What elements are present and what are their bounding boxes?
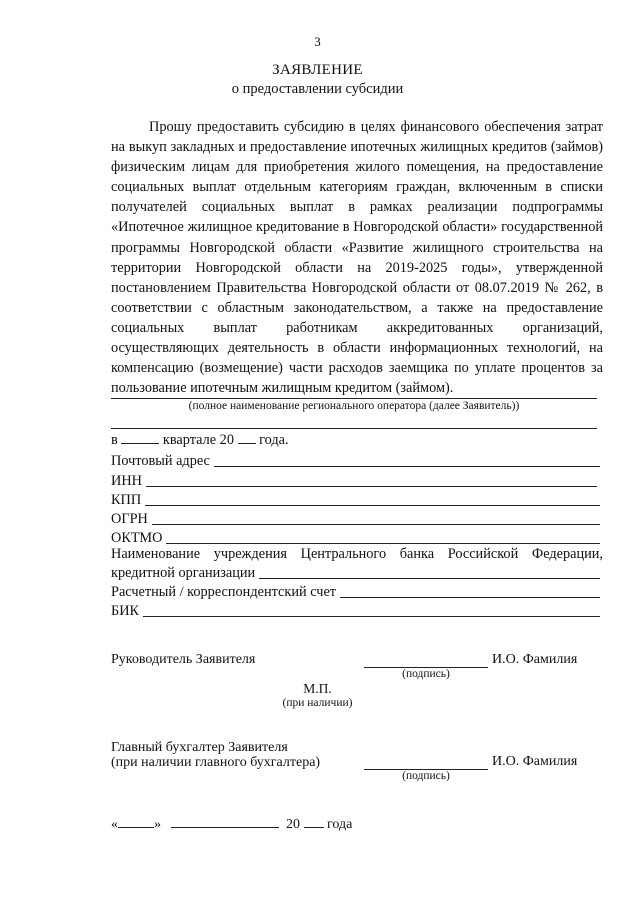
quarter-line <box>111 432 289 449</box>
page-subtitle: о предоставлении субсидии <box>231 81 404 97</box>
date-year-prefix: 20 <box>286 817 300 832</box>
postal-address-label: Почтовый адрес <box>111 453 210 469</box>
stamp-note: (при наличии) <box>282 697 353 709</box>
date-day-blank[interactable] <box>118 827 154 828</box>
date-year-blank[interactable] <box>304 827 324 828</box>
oktmo-field[interactable] <box>111 527 600 547</box>
date-close-quote: » <box>154 817 161 832</box>
inn-field[interactable] <box>111 470 597 490</box>
date-open-quote: « <box>111 817 118 832</box>
stamp-label: М.П. <box>303 681 332 696</box>
page-title: ЗАЯВЛЕНИЕ <box>272 62 363 78</box>
bik-field[interactable] <box>111 600 600 620</box>
applicant-name-line[interactable] <box>111 398 597 399</box>
applicant-name-line-2[interactable] <box>111 428 597 429</box>
accountant-sign-caption: (подпись) <box>402 770 450 782</box>
credit-org-field[interactable] <box>111 562 600 582</box>
accountant-role: Главный бухгалтер Заявителя <box>111 740 288 755</box>
kpp-label: КПП <box>111 492 142 508</box>
quarter-suffix: года. <box>259 432 289 448</box>
application-body: Прошу предоставить субсидию в целях финансового обеспечения затрат на выкуп закладных и предоставление ипотечных жилищных кредитов (займов) физическим лицам для приобретения жилого помещения, на предоставление социальных выплат отдельным категориям граждан, включенным в списки получателей социальных выплат в рамках реализации подпрограммы «Ипотечное жилищное кредитование в Новгородской области» государственной программы Новгородской области «Развитие жилищного строительства на территории Новгородской области на 2019-2025 годы», утвержденной постановлением Правительства Новгородской области от 08.07.2019 № 262, в соответствии с областным законодательством, а также на предоставление социальных выплат работникам аккредитованных организаций, осуществляющих деятельность в области информационных технологий, на компенсацию (возмещение) части расходов заемщика по уплате процентов за пользование ипотечным жилищным кредитом (займом). <box>111 119 603 397</box>
bik-label: БИК <box>111 603 140 619</box>
head-sign-caption: (подпись) <box>402 668 450 680</box>
quarter-middle: квартале 20 <box>162 432 234 448</box>
central-bank-label: Наименование учреждения Центрального банка Российской Федерации, <box>111 546 603 562</box>
date-month-blank[interactable] <box>171 827 279 828</box>
postal-address-field[interactable] <box>111 450 600 470</box>
inn-label: ИНН <box>111 473 142 489</box>
applicant-caption: (полное наименование регионального оператора (далее Заявитель)) <box>188 400 520 412</box>
accountant-name: И.О. Фамилия <box>492 754 578 769</box>
account-label: Расчетный / корреспондентский счет <box>111 584 337 600</box>
ogrn-field[interactable] <box>111 508 600 528</box>
account-field[interactable] <box>111 581 600 601</box>
credit-org-label: кредитной организации <box>111 565 256 581</box>
accountant-role-note: (при наличии главного бухгалтера) <box>111 755 321 770</box>
page-number: 3 <box>314 34 321 49</box>
quarter-year-blank[interactable] <box>238 443 256 444</box>
head-role: Руководитель Заявителя <box>111 652 256 667</box>
kpp-field[interactable] <box>111 489 600 509</box>
date-year-suffix: года <box>327 817 353 832</box>
oktmo-label: ОКТМО <box>111 530 163 546</box>
ogrn-label: ОГРН <box>111 511 148 527</box>
quarter-prefix: в <box>111 432 118 448</box>
head-name: И.О. Фамилия <box>492 652 578 667</box>
quarter-number-blank[interactable] <box>121 443 159 444</box>
date-line <box>111 817 352 833</box>
